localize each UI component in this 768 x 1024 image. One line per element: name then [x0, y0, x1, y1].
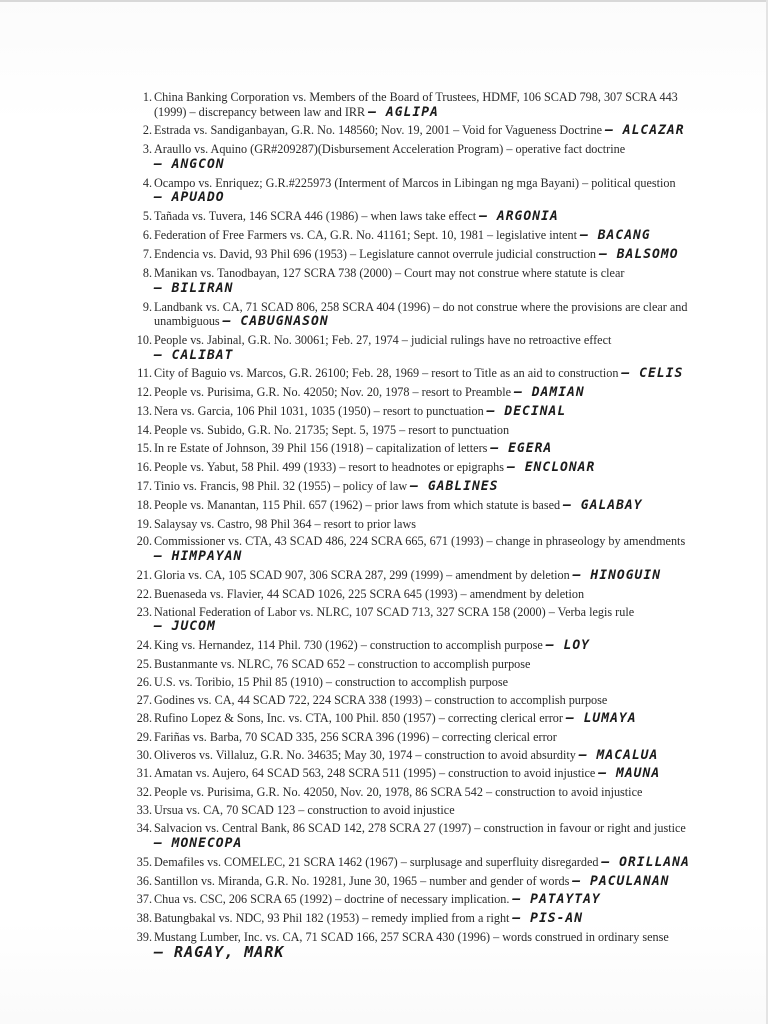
- case-list-item: [132, 605, 692, 635]
- case-number: 11.: [137, 366, 152, 381]
- case-citation: People vs. Purisima, G.R. No. 42050, Nov. 20, 1978, 86 SCRA 542 – construction to avoid injustice: [154, 785, 643, 800]
- case-citation: Endencia vs. David, 93 Phil 696 (1953) – Legislature cannot overrule judicial construction: [154, 247, 597, 262]
- case-citation: National Federation of Labor vs. NLRC, 107 SCAD 713, 327 SCRA 158 (2000) – Verba legis rule: [154, 604, 635, 619]
- case-list-item: [132, 930, 692, 960]
- handwritten-name-note: – ARGONIA: [479, 209, 559, 225]
- case-citation: In re Estate of Johnson, 39 Phil 156 (1918) – capitalization of letters: [154, 441, 488, 456]
- case-list-item: [132, 892, 692, 908]
- handwritten-name-note: – BALSOMO: [599, 247, 679, 263]
- case-citation: Tinio vs. Francis, 98 Phil. 32 (1955) – policy of law: [154, 478, 408, 493]
- case-citation: Ursua vs. CA, 70 SCAD 123 – construction to avoid injustice: [154, 803, 455, 818]
- case-list-item: [132, 123, 692, 139]
- case-list-item: [132, 803, 692, 818]
- handwritten-name-note: – MONECOPA: [154, 835, 243, 851]
- case-number: 38.: [136, 911, 152, 926]
- case-citation: Landbank vs. CA, 71 SCAD 806, 258 SCRA 404 (1996) – do not construe where the provisions are clear and unambiguous: [154, 299, 688, 329]
- case-citation: Tañada vs. Tuvera, 146 SCRA 446 (1986) – when laws take effect: [154, 209, 477, 224]
- case-citation: People vs. Manantan, 115 Phil. 657 (1962) – prior laws from which statute is based: [154, 497, 561, 512]
- case-list-item: [132, 657, 692, 672]
- case-citation: City of Baguio vs. Marcos, G.R. 26100; Feb. 28, 1969 – resort to Title as an aid to construction: [154, 366, 619, 381]
- case-number: 31.: [136, 766, 152, 781]
- case-citation: Mustang Lumber, Inc. vs. CA, 71 SCAD 166, 257 SCRA 430 (1996) – words construed in ordinary sense: [154, 930, 669, 945]
- handwritten-name-note: – ENCLONAR: [507, 459, 596, 475]
- case-citation: People vs. Yabut, 58 Phil. 499 (1933) – resort to headnotes or epigraphs: [154, 459, 505, 474]
- case-list-item: [132, 209, 692, 225]
- case-number: 24.: [136, 638, 152, 653]
- case-citation: Amatan vs. Aujero, 64 SCAD 563, 248 SCRA 511 (1995) – construction to avoid injustice: [154, 766, 596, 781]
- case-list-item: [132, 711, 692, 727]
- case-citation: U.S. vs. Toribio, 15 Phil 85 (1910) – construction to accomplish purpose: [154, 675, 509, 690]
- handwritten-name-note: – DAMIAN: [514, 385, 585, 401]
- case-citation: China Banking Corporation vs. Members of the Board of Trustees, HDMF, 106 SCAD 798, 307 SCRA 443 (1999) – discrepancy between law and IRR: [154, 90, 678, 119]
- handwritten-name-note: – BACANG: [580, 228, 651, 244]
- handwritten-name-note: – APUADO: [154, 190, 225, 206]
- case-number: 37.: [136, 892, 152, 907]
- case-number: 6.: [142, 228, 152, 243]
- case-citation: Bustanmante vs. NLRC, 76 SCAD 652 – construction to accomplish purpose: [154, 657, 531, 672]
- case-number: 8.: [142, 266, 152, 281]
- case-citation: People vs. Jabinal, G.R. No. 30061; Feb. 27, 1974 – judicial rulings have no retroactive effect: [154, 332, 612, 347]
- case-citation: King vs. Hernandez, 114 Phil. 730 (1962) – construction to accomplish purpose: [154, 638, 543, 653]
- handwritten-name-note: – GALABAY: [563, 497, 643, 513]
- case-citation: Estrada vs. Sandiganbayan, G.R. No. 148560; Nov. 19, 2001 – Void for Vagueness Doctrine: [154, 123, 603, 138]
- case-list-item: [132, 266, 692, 296]
- case-list-item: [132, 568, 692, 584]
- case-list-item: [132, 479, 692, 495]
- case-list-item: [132, 855, 692, 871]
- case-list-item: [132, 498, 692, 514]
- case-list-item: [132, 142, 692, 172]
- case-list-item: [132, 748, 692, 764]
- case-citation: Buenaseda vs. Flavier, 44 SCAD 1026, 225 SCRA 645 (1993) – amendment by deletion: [154, 586, 585, 601]
- case-citation: Oliveros vs. Villaluz, G.R. No. 34635; May 30, 1974 – construction to avoid absurdity: [154, 747, 576, 762]
- case-number: 25.: [136, 657, 152, 672]
- case-list-item: [132, 766, 692, 782]
- case-list-item: [132, 460, 692, 476]
- case-number: 26.: [136, 675, 152, 690]
- case-number: 19.: [136, 516, 152, 531]
- case-list-item: [132, 534, 692, 564]
- case-number: 16.: [136, 459, 152, 474]
- case-citation: Demafiles vs. COMELEC, 21 SCRA 1462 (1967) – surplusage and superfluity disregarded: [154, 854, 599, 869]
- handwritten-name-note: — AGLIPA: [368, 104, 439, 120]
- case-number: 2.: [142, 123, 152, 138]
- case-citation: Manikan vs. Tanodbayan, 127 SCRA 738 (2000) – Court may not construe where statute is clear: [154, 266, 625, 281]
- handwritten-name-note: – ORILLANA: [601, 854, 690, 870]
- case-list-item: [132, 730, 692, 745]
- case-citation: Salvacion vs. Central Bank, 86 SCAD 142, 278 SCRA 27 (1997) – construction in favour or right and justice: [154, 821, 686, 836]
- handwritten-name-note: – ALCAZAR: [605, 123, 685, 139]
- scan-top-edge: [0, 0, 768, 2]
- case-citation: Fariñas vs. Barba, 70 SCAD 335, 256 SCRA 396 (1996) – correcting clerical error: [154, 729, 557, 744]
- case-number: 35.: [136, 854, 152, 869]
- case-list-item: [132, 675, 692, 690]
- case-list-item: [132, 90, 692, 120]
- handwritten-name-note: – PACULANAN: [572, 873, 670, 889]
- case-list-item: [132, 587, 692, 602]
- case-number: 5.: [142, 209, 152, 224]
- handwritten-name-note: – HIMPAYAN: [154, 549, 243, 565]
- handwritten-name-note: — RAGAY, MARK: [154, 942, 285, 961]
- case-citation: People vs. Purisima, G.R. No. 42050; Nov. 20, 1978 – resort to Preamble: [154, 385, 512, 400]
- handwritten-name-note: – MAUNA: [598, 766, 661, 782]
- handwritten-name-note: – MACALUA: [578, 747, 659, 763]
- case-list-item: [132, 385, 692, 401]
- case-list: [132, 90, 692, 964]
- handwritten-name-note: – DECINAL: [486, 404, 567, 420]
- handwritten-name-note: – ANGCON: [154, 156, 225, 172]
- case-list-item: [132, 874, 692, 890]
- case-citation: Batungbakal vs. NDC, 93 Phil 182 (1953) – remedy implied from a right: [154, 911, 510, 926]
- case-number: 3.: [142, 142, 152, 157]
- handwritten-name-note: – HINOGUIN: [572, 567, 662, 583]
- case-number: 23.: [136, 604, 152, 619]
- handwritten-name-note: – JUCOM: [154, 619, 216, 635]
- case-number: 27.: [136, 692, 152, 707]
- case-citation: Nera vs. Garcia, 106 Phil 1031, 1035 (1950) – resort to punctuation: [154, 404, 484, 419]
- case-number: 39.: [136, 930, 152, 945]
- handwritten-name-note: – CELIS: [621, 366, 684, 382]
- case-number: 21.: [136, 567, 152, 582]
- case-citation: Ocampo vs. Enriquez; G.R.#225973 (Interment of Marcos in Libingan ng mga Bayani) – political question: [154, 175, 676, 190]
- case-number: 15.: [136, 441, 152, 456]
- handwritten-name-note: – CALIBAT: [154, 347, 234, 363]
- case-number: 14.: [136, 423, 152, 438]
- case-citation: People vs. Subido, G.R. No. 21735; Sept. 5, 1975 – resort to punctuation: [154, 423, 510, 438]
- case-number: 36.: [136, 873, 152, 888]
- handwritten-name-note: – GABLINES: [410, 478, 499, 494]
- handwritten-name-note: – PATAYTAY: [512, 892, 601, 908]
- handwritten-name-note: – PIS-AN: [512, 911, 584, 927]
- case-citation: Araullo vs. Aquino (GR#209287)(Disbursement Acceleration Program) – operative fact doctrine: [154, 142, 626, 157]
- case-number: 4.: [142, 175, 152, 190]
- handwritten-name-note: – CABUGNASON: [222, 314, 329, 330]
- handwritten-name-note: – LOY: [545, 638, 590, 654]
- case-list-item: [132, 366, 692, 382]
- case-number: 17.: [136, 478, 152, 493]
- handwritten-name-note: – BILIRAN: [154, 280, 234, 296]
- case-list-item: [132, 176, 692, 206]
- case-list-item: [132, 300, 692, 330]
- case-number: 32.: [136, 785, 152, 800]
- case-number: 12.: [136, 385, 152, 400]
- case-number: 28.: [136, 710, 152, 725]
- case-number: 10.: [136, 332, 152, 347]
- case-list-item: [132, 911, 692, 927]
- case-number: 9.: [142, 299, 152, 314]
- case-list-item: [132, 517, 692, 532]
- case-list-item: [132, 821, 692, 851]
- case-list-item: [132, 693, 692, 708]
- case-number: 20.: [136, 534, 152, 549]
- case-citation: Commissioner vs. CTA, 43 SCAD 486, 224 SCRA 665, 671 (1993) – change in phraseology by amendments: [154, 534, 686, 549]
- case-number: 7.: [142, 247, 152, 262]
- case-citation: Rufino Lopez & Sons, Inc. vs. CTA, 100 Phil. 850 (1957) – correcting clerical error: [154, 710, 563, 725]
- case-number: 30.: [136, 747, 152, 762]
- handwritten-name-note: – LUMAYA: [565, 710, 637, 726]
- case-citation: Salaysay vs. Castro, 98 Phil 364 – resort to prior laws: [154, 516, 417, 531]
- case-citation: Federation of Free Farmers vs. CA, G.R. No. 41161; Sept. 10, 1981 – legislative intent: [154, 228, 578, 243]
- case-citation: Chua vs. CSC, 206 SCRA 65 (1992) – doctrine of necessary implication.: [154, 892, 510, 907]
- case-list-item: [132, 333, 692, 363]
- case-number: 18.: [136, 497, 152, 512]
- case-number: 29.: [136, 729, 152, 744]
- case-list-item: [132, 228, 692, 244]
- case-list-item: [132, 404, 692, 420]
- case-number: 13.: [136, 404, 152, 419]
- case-list-item: [132, 638, 692, 654]
- case-list-item: [132, 423, 692, 438]
- case-number: 22.: [136, 586, 152, 601]
- case-citation: Godines vs. CA, 44 SCAD 722, 224 SCRA 338 (1993) – construction to accomplish purpose: [154, 692, 608, 707]
- case-list-item: [132, 441, 692, 457]
- case-number: 34.: [136, 821, 152, 836]
- case-number: 33.: [136, 803, 152, 818]
- case-citation: Santillon vs. Miranda, G.R. No. 19281, June 30, 1965 – number and gender of words: [154, 873, 570, 888]
- case-list-item: [132, 247, 692, 263]
- case-number: 1.: [142, 90, 152, 104]
- case-citation: Gloria vs. CA, 105 SCAD 907, 306 SCRA 287, 299 (1999) – amendment by deletion: [154, 567, 570, 582]
- handwritten-name-note: – EGERA: [490, 441, 553, 457]
- case-list-item: [132, 785, 692, 800]
